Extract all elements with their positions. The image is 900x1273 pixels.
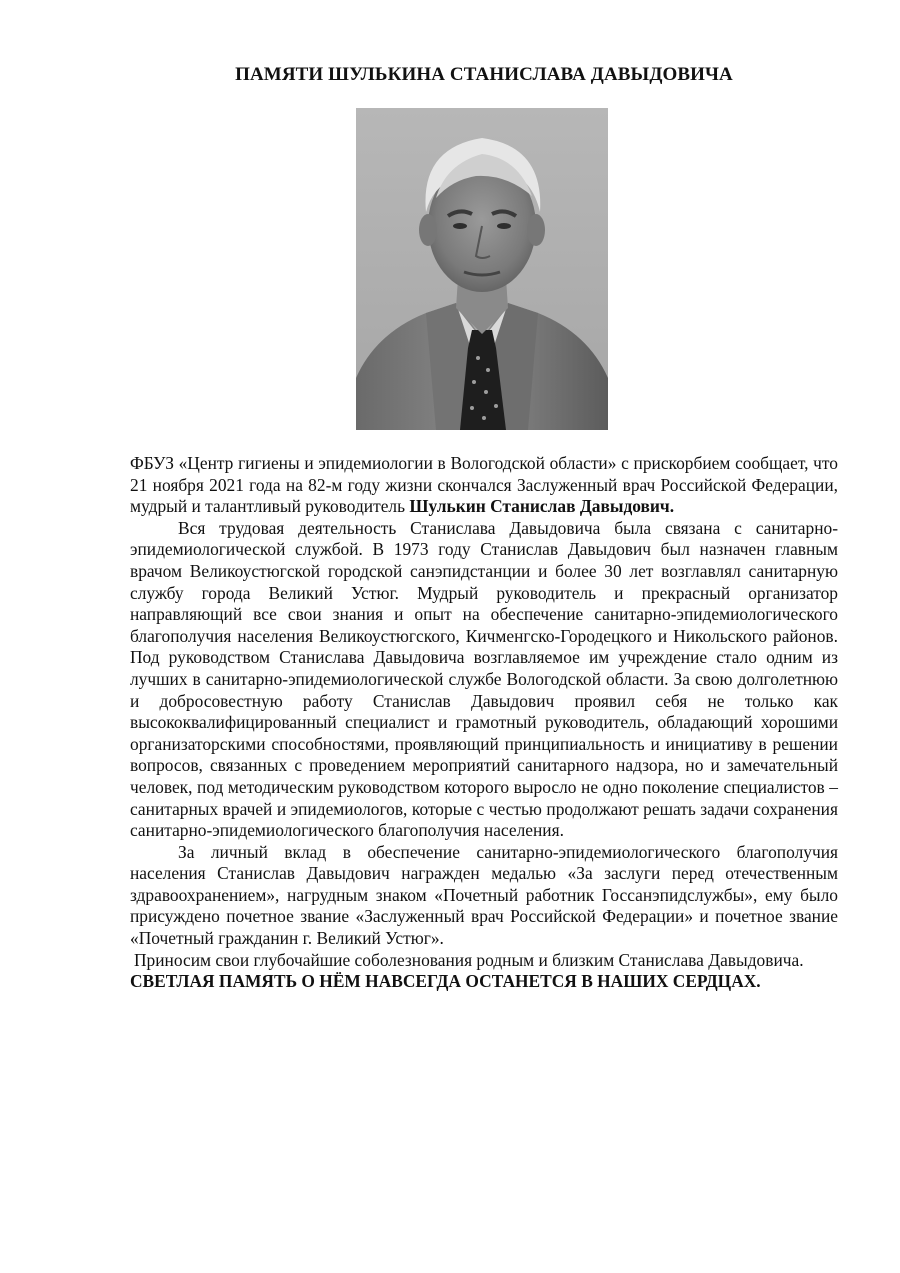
- paragraph-career: Вся трудовая деятельность Станислава Давыдовича была связана с санитарно-эпидемиологической службой. В 1973 году Станислав Давыдович был назначен главным врачом Великоустюгской городской санэпидстанции и более 30 лет возглавлял санитарную службу города Великий Устюг. Мудрый руководитель и прекрасный организатор направляющий все свои знания и опыт на обеспечение санитарно-эпидемиологического благополучия населения Великоустюгского, Кичменгско-Городецкого и Никольского районов. Под руководством Станислава Давыдовича возглавляемое им учреждение стало одним из лучших в санитарно-эпидемиологической службе Вологодской области. За свою долголетнюю и добросовестную работу Станислав Давыдович проявил себя не только как высококвалифицированный специалист и грамотный руководитель, обладающий хорошими организаторскими способностями, проявляющий принципиальность и инициативу в решении вопросов, связанных с проведением мероприятий санитарного надзора, но и замечательный человек, под методическим руководством которого выросло не одно поколение специалистов – санитарных врачей и эпидемиологов, которые с честью продолжают решать задачи сохранения санитарно-эпидемиологического благополучия населения.: [130, 517, 838, 841]
- portrait-photo: [356, 108, 608, 430]
- announcement-text: ФБУЗ «Центр гигиены и эпидемиологии в Вологодской области» с прискорбием сообщает, что 21 ноября 2021 года на 82-м году жизни скончался Заслуженный врач Российской Федерации, мудрый и талантливый руководитель: [130, 453, 838, 517]
- closing-line: СВЕТЛАЯ ПАМЯТЬ О НЁМ НАВСЕГДА ОСТАНЕТСЯ В НАШИХ СЕРДЦАХ.: [130, 971, 761, 992]
- paragraph-condolences: Приносим свои глубочайшие соболезнования родным и близким Станислава Давыдовича.: [134, 949, 804, 970]
- obituary-text: [130, 453, 838, 993]
- paragraph-announcement: [130, 453, 838, 518]
- paragraph-awards: За личный вклад в обеспечение санитарно-эпидемиологического благополучия населения Станислав Давыдович награжден медалью «За заслуги перед отечественным здравоохранением», нагрудным знаком «Почетный работник Госсанэпидслужбы», ему было присуждено почетное звание «Заслуженный врач Российской Федерации» и почетное звание «Почетный гражданин г. Великий Устюг».: [130, 841, 838, 949]
- deceased-name: Шулькин Станислав Давыдович.: [409, 496, 675, 517]
- portrait-photo-icon: [356, 108, 608, 430]
- page-title: ПАМЯТИ ШУЛЬКИНА СТАНИСЛАВА ДАВЫДОВИЧА: [235, 64, 733, 85]
